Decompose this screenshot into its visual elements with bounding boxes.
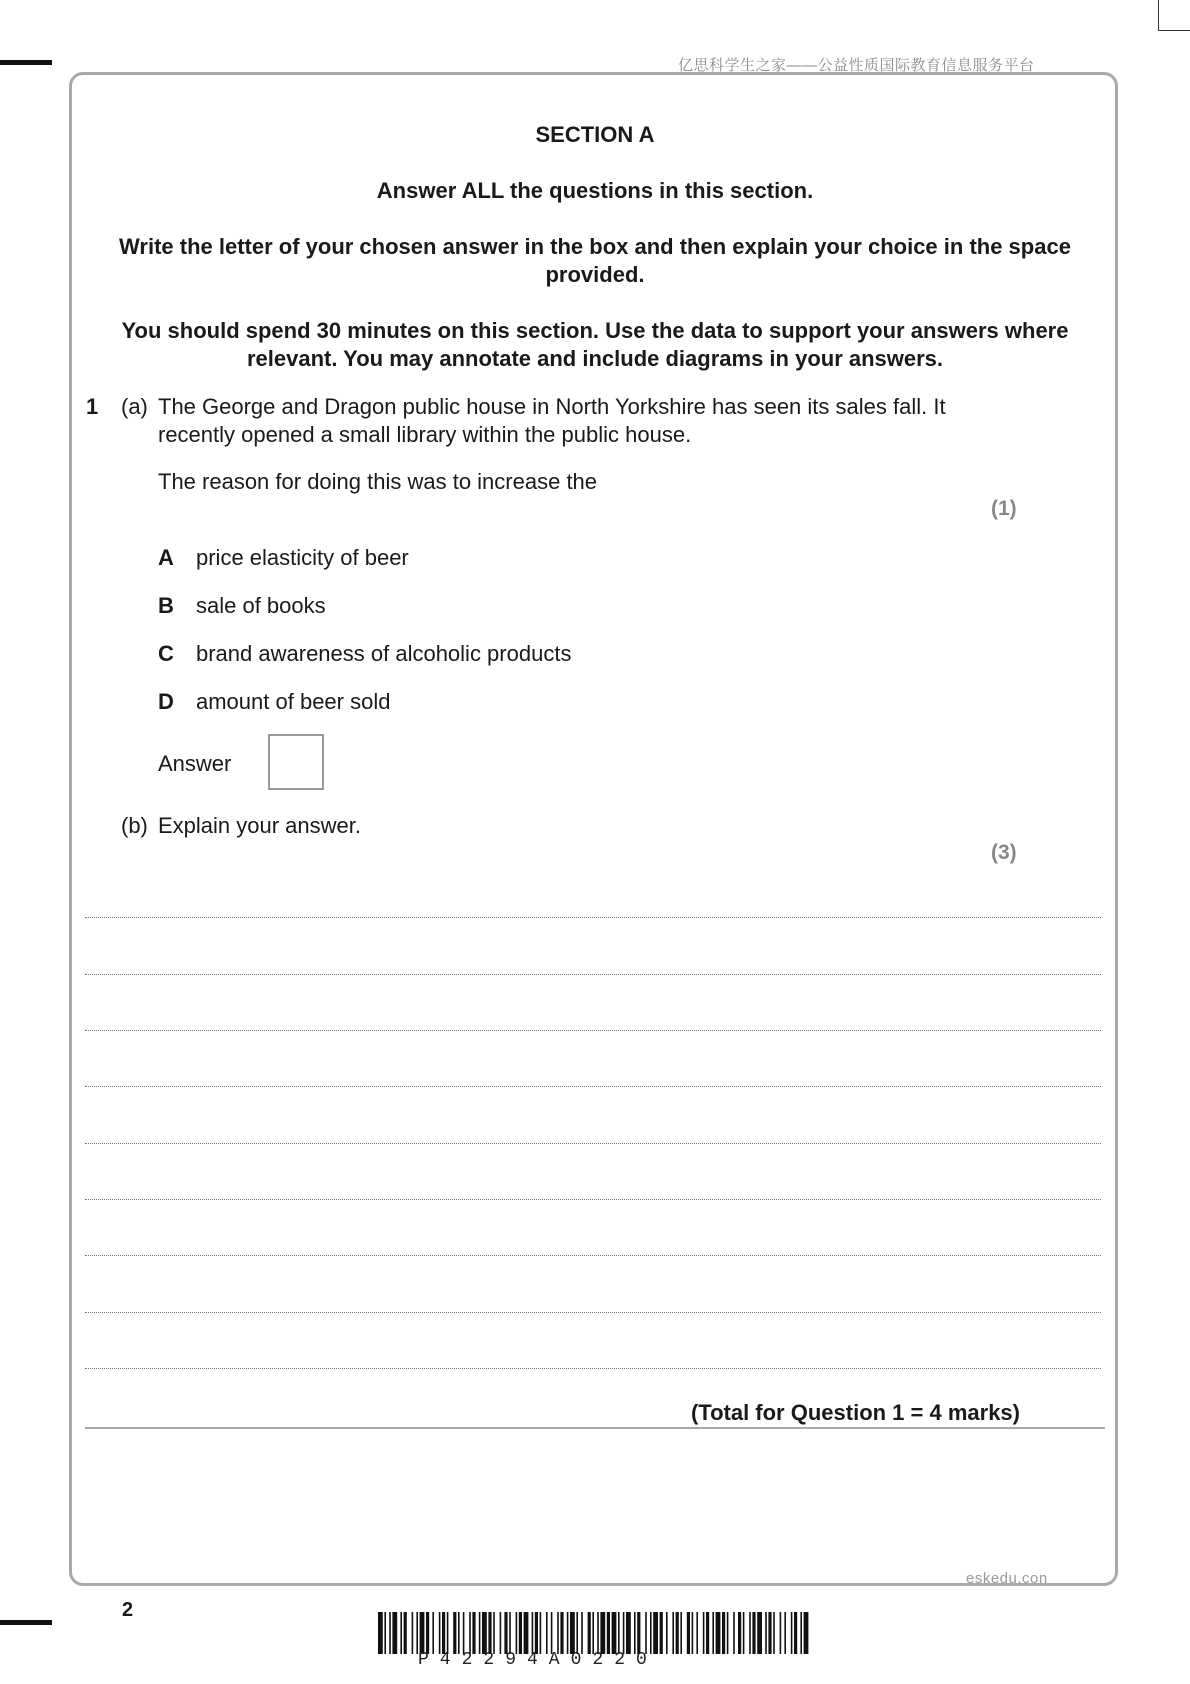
barcode-bar xyxy=(773,1612,775,1654)
barcode-bar xyxy=(551,1612,553,1654)
part-b-marks: (3) xyxy=(991,841,1017,864)
part-a-marks: (1) xyxy=(991,497,1017,520)
barcode-bar xyxy=(607,1612,610,1654)
option-c-text: brand awareness of alcoholic products xyxy=(196,641,572,666)
barcode-bar xyxy=(560,1612,563,1654)
barcode-bar xyxy=(592,1612,594,1654)
answer-box[interactable] xyxy=(268,734,324,790)
barcode-bar xyxy=(672,1612,674,1654)
barcode-bar xyxy=(426,1612,429,1654)
barcode-bar xyxy=(794,1612,797,1654)
option-d-text: amount of beer sold xyxy=(196,689,391,714)
barcode-bar xyxy=(420,1612,425,1654)
barcode-bar xyxy=(540,1612,542,1654)
barcode-bar xyxy=(722,1612,725,1654)
barcode-bar xyxy=(780,1612,782,1654)
barcode xyxy=(378,1612,810,1654)
option-b-letter: B xyxy=(158,593,174,618)
option-a-text: price elasticity of beer xyxy=(196,545,409,570)
barcode-bar xyxy=(752,1612,755,1654)
part-a-stem-line2: recently opened a small library within the public house. xyxy=(158,422,692,447)
barcode-bar xyxy=(612,1612,617,1654)
barcode-bar xyxy=(696,1612,698,1654)
instruction-time-line1: You should spend 30 minutes on this section. Use the data to support your answers where xyxy=(121,318,1069,343)
answer-line[interactable] xyxy=(85,1368,1101,1369)
barcode-bar xyxy=(581,1612,583,1654)
page-number: 2 xyxy=(122,1599,134,1621)
answer-line[interactable] xyxy=(85,1143,1101,1144)
barcode-bar xyxy=(653,1612,658,1654)
answer-label: Answer xyxy=(158,751,232,776)
barcode-bar xyxy=(546,1612,548,1654)
registration-mark-bottom xyxy=(0,1620,52,1625)
barcode-bar xyxy=(463,1612,465,1654)
barcode-bar xyxy=(757,1612,762,1654)
barcode-bar xyxy=(493,1612,495,1654)
barcode-text: P42294A0220 xyxy=(418,1650,658,1670)
barcode-bar xyxy=(384,1612,386,1654)
barcode-bar xyxy=(687,1612,690,1654)
option-b-text: sale of books xyxy=(196,593,326,618)
barcode-bar xyxy=(469,1612,471,1654)
barcode-bar xyxy=(712,1612,714,1654)
barcode-bar xyxy=(618,1612,620,1654)
option-d-letter: D xyxy=(158,689,174,714)
instruction-answer-all: Answer ALL the questions in this section. xyxy=(376,178,814,203)
registration-mark-top xyxy=(0,60,52,65)
barcode-bar xyxy=(504,1612,507,1654)
barcode-bar xyxy=(567,1612,569,1654)
barcode-bar xyxy=(557,1612,559,1654)
barcode-bar xyxy=(378,1612,383,1654)
instruction-time-line2: relevant. You may annotate and include diagrams in your answers. xyxy=(246,346,944,371)
barcode-bar xyxy=(706,1612,709,1654)
barcode-bar xyxy=(392,1612,397,1654)
section-title: SECTION A xyxy=(535,122,655,147)
barcode-bar xyxy=(516,1612,518,1654)
barcode-bar xyxy=(692,1612,694,1654)
answer-line[interactable] xyxy=(85,917,1101,918)
watermark-bottom: eskedu.con xyxy=(966,1570,1048,1587)
part-a-prompt: The reason for doing this was to increase the xyxy=(158,469,598,494)
barcode-bar xyxy=(791,1612,793,1654)
barcode-bar xyxy=(500,1612,502,1654)
barcode-bar xyxy=(600,1612,605,1654)
barcode-bar xyxy=(404,1612,407,1654)
barcode-bar xyxy=(570,1612,575,1654)
barcode-bar xyxy=(743,1612,745,1654)
barcode-bar xyxy=(768,1612,771,1654)
barcode-bar xyxy=(439,1612,441,1654)
barcode-bar xyxy=(800,1612,802,1654)
barcode-bar xyxy=(650,1612,652,1654)
answer-line[interactable] xyxy=(85,1255,1101,1256)
barcode-bar xyxy=(634,1612,636,1654)
barcode-bar xyxy=(765,1612,767,1654)
answer-line[interactable] xyxy=(85,974,1101,975)
barcode-bar xyxy=(626,1612,631,1654)
barcode-bar xyxy=(637,1612,640,1654)
barcode-bar xyxy=(447,1612,449,1654)
barcode-bar xyxy=(400,1612,402,1654)
barcode-bar xyxy=(727,1612,729,1654)
answer-line[interactable] xyxy=(85,1030,1101,1031)
barcode-bar xyxy=(749,1612,751,1654)
barcode-bar xyxy=(488,1612,491,1654)
barcode-bar xyxy=(453,1612,456,1654)
instruction-write-letter xyxy=(100,233,1090,289)
part-a-label: (a) xyxy=(121,394,148,419)
answer-line[interactable] xyxy=(85,1086,1101,1087)
barcode-bar xyxy=(535,1612,538,1654)
watermark-top: 亿思科学生之家——公益性质国际教育信息服务平台 xyxy=(678,57,1035,74)
barcode-bar xyxy=(733,1612,735,1654)
barcode-bar xyxy=(703,1612,705,1654)
barcode-bar xyxy=(804,1612,809,1654)
answer-line[interactable] xyxy=(85,1199,1101,1200)
barcode-bar xyxy=(412,1612,414,1654)
question-total: (Total for Question 1 = 4 marks) xyxy=(690,1400,1020,1425)
instruction-write-letter-line2: provided. xyxy=(545,262,645,287)
barcode-bar xyxy=(597,1612,599,1654)
barcode-bar xyxy=(623,1612,625,1654)
barcode-bar xyxy=(738,1612,741,1654)
barcode-bar xyxy=(576,1612,578,1654)
barcode-bar xyxy=(432,1612,434,1654)
instruction-time xyxy=(100,317,1090,373)
barcode-bar xyxy=(676,1612,679,1654)
barcode-bar xyxy=(666,1612,668,1654)
crop-mark xyxy=(1158,0,1190,31)
barcode-bar xyxy=(479,1612,481,1654)
barcode-bar xyxy=(416,1612,418,1654)
barcode-bar xyxy=(442,1612,445,1654)
part-b-prompt: Explain your answer. xyxy=(158,813,361,838)
instruction-write-letter-line1: Write the letter of your chosen answer in the box and then explain your choice in the space xyxy=(119,234,1071,259)
option-a-letter: A xyxy=(158,545,174,570)
part-a-stem-line1: The George and Dragon public house in North Yorkshire has seen its sales fall. It xyxy=(158,394,946,419)
barcode-bar xyxy=(472,1612,475,1654)
barcode-bar xyxy=(458,1612,460,1654)
question-number: 1 xyxy=(86,394,99,419)
barcode-bar xyxy=(519,1612,522,1654)
option-c-letter: C xyxy=(158,641,174,666)
question-divider xyxy=(85,1427,1105,1429)
barcode-bar xyxy=(482,1612,487,1654)
barcode-bar xyxy=(524,1612,529,1654)
answer-line[interactable] xyxy=(85,1312,1101,1313)
barcode-bar xyxy=(680,1612,682,1654)
barcode-bar xyxy=(588,1612,591,1654)
barcode-bar xyxy=(389,1612,391,1654)
barcode-bar xyxy=(660,1612,663,1654)
barcode-bar xyxy=(509,1612,511,1654)
barcode-bar xyxy=(532,1612,534,1654)
barcode-bar xyxy=(784,1612,786,1654)
barcode-bar xyxy=(645,1612,647,1654)
part-b-label: (b) xyxy=(121,813,148,838)
barcode-bar xyxy=(716,1612,721,1654)
